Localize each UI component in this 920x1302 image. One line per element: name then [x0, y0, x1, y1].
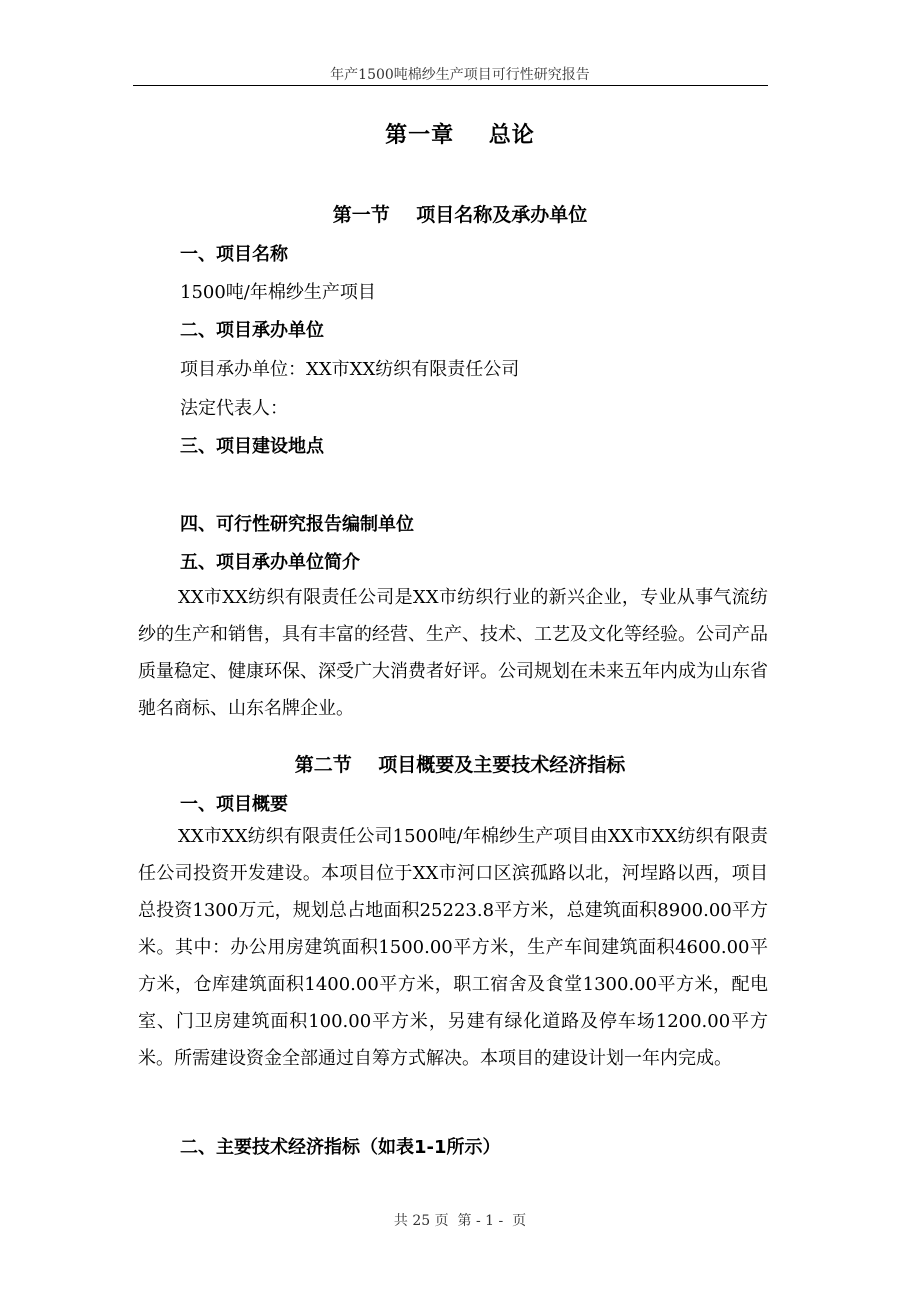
heading-project-overview: 一、项目概要 — [180, 794, 288, 815]
header-divider — [133, 85, 768, 86]
heading-sponsor: 二、项目承办单位 — [180, 320, 324, 341]
running-header: 年产1500吨棉纱生产项目可行性研究报告 — [330, 67, 590, 83]
legal-rep-text: 法定代表人： — [180, 398, 288, 419]
sponsor-text: 项目承办单位：XX市XX纺织有限责任公司 — [180, 359, 520, 380]
project-overview-paragraph: XX市XX纺织有限责任公司1500吨/年棉纱生产项目由XX市XX纺织有限责任公司投资开发建设。本项目位于XX市河口区滨孤路以北，河埕路以西，项目总投资1300万元，规划总占地面积25223.8平方米，总建筑面积8900.00平方米。其中：办公用房建筑面积1500.00平方米，生产车间建筑面积4600.00平方米，仓库建筑面积1400.00平方米，职工宿舍及食堂1300.00平方米，配电室、门卫房建筑面积100.00平方米，另建有绿化道路及停车场1200.00平方米。所需建设资金全部通过自筹方式解决。本项目的建设计划一年内完成。 — [138, 826, 768, 1069]
company-profile-paragraph: XX市XX纺织有限责任公司是XX市纺织行业的新兴企业，专业从事气流纺纱的生产和销售，具有丰富的经营、生产、技术、工艺及文化等经验。公司产品质量稳定、健康环保、深受广大消费者好评。公司规划在未来五年内成为山东省驰名商标、山东名牌企业。 — [138, 587, 768, 719]
page-footer: 共 25 页 第 - 1 - 页 — [393, 1213, 527, 1229]
heading-project-name: 一、项目名称 — [180, 244, 288, 265]
section-title-1: 第一节 项目名称及承办单位 — [332, 204, 588, 226]
heading-company-profile: 五、项目承办单位简介 — [180, 552, 360, 573]
chapter-title: 第一章 总论 — [385, 123, 535, 148]
section-title-2: 第二节 项目概要及主要技术经济指标 — [294, 754, 626, 776]
heading-report-compiler: 四、可行性研究报告编制单位 — [180, 514, 414, 535]
project-name-text: 1500吨/年棉纱生产项目 — [180, 282, 376, 303]
heading-location: 三、项目建设地点 — [180, 436, 324, 457]
heading-key-indicators: 二、主要技术经济指标（如表1-1所示） — [180, 1137, 501, 1158]
